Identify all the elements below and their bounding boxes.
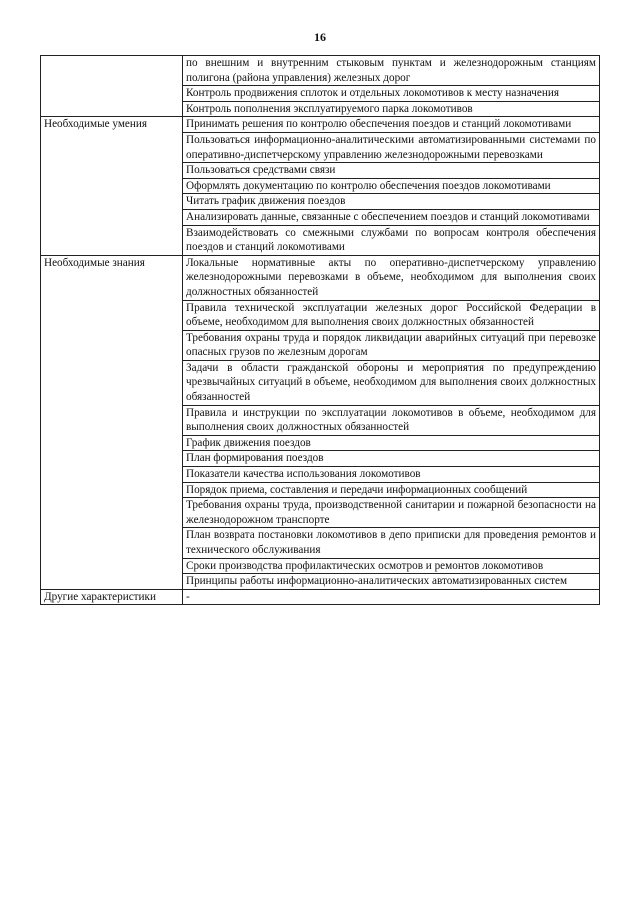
table-row	[41, 117, 600, 133]
requirement-item: Требования охраны труда, производственной санитарии и пожарной безопасности на железнодорожном транспорте	[183, 498, 600, 528]
section-label: Необходимые знания	[41, 255, 183, 589]
table-body	[41, 56, 600, 605]
requirement-item: Оформлять документацию по контролю обеспечения поездов локомотивами	[183, 178, 600, 194]
requirement-item: План возврата постановки локомотивов в депо приписки для проведения ремонтов и технического обслуживания	[183, 528, 600, 558]
page-number: 16	[314, 30, 326, 44]
requirement-item: Пользоваться средствами связи	[183, 163, 600, 179]
requirement-item: Сроки производства профилактических осмотров и ремонтов локомотивов	[183, 558, 600, 574]
requirement-item: по внешним и внутренним стыковым пунктам и железнодорожным станциям полигона (района управления) железных дорог	[183, 56, 600, 86]
requirement-item: Правила и инструкции по эксплуатации локомотивов в объеме, необходимом для выполнения своих должностных обязанностей	[183, 405, 600, 435]
requirement-item: -	[183, 589, 600, 605]
requirement-item: Читать график движения поездов	[183, 194, 600, 210]
requirement-item: Контроль продвижения сплоток и отдельных локомотивов к месту назначения	[183, 86, 600, 102]
requirement-item: Пользоваться информационно-аналитическими автоматизированными системами по оперативно-диспетчерскому управлению железнодорожными перевозками	[183, 132, 600, 162]
requirement-item: График движения поездов	[183, 435, 600, 451]
requirement-item: Требования охраны труда и порядок ликвидации аварийных ситуаций при перевозке опасных грузов по железным дорогам	[183, 330, 600, 360]
section-label: Необходимые умения	[41, 117, 183, 255]
requirement-item: Порядок приема, составления и передачи информационных сообщений	[183, 482, 600, 498]
requirement-item: Принимать решения по контролю обеспечения поездов и станций локомотивами	[183, 117, 600, 133]
requirement-item: Локальные нормативные акты по оперативно-диспетчерскому управлению железнодорожными перевозками в объеме, необходимом для выполнения своих должностных обязанностей	[183, 255, 600, 300]
requirement-item: Взаимодействовать со смежными службами по вопросам контроля обеспечения поездов и станций локомотивами	[183, 225, 600, 255]
table-row	[41, 56, 600, 86]
requirement-item: Принципы работы информационно-аналитических автоматизированных систем	[183, 574, 600, 590]
requirement-item: Задачи в области гражданской обороны и мероприятия по предупреждению чрезвычайных ситуаций в объеме, необходимом для выполнения своих должностных обязанностей	[183, 360, 600, 405]
table-row	[41, 589, 600, 605]
requirement-item: Правила технической эксплуатации железных дорог Российской Федерации в объеме, необходимом для выполнения своих должностных обязанностей	[183, 300, 600, 330]
requirement-item: План формирования поездов	[183, 451, 600, 467]
section-label: Другие характеристики	[41, 589, 183, 605]
requirement-item: Показатели качества использования локомотивов	[183, 467, 600, 483]
requirement-item: Анализировать данные, связанные с обеспечением поездов и станций локомотивами	[183, 209, 600, 225]
requirement-item: Контроль пополнения эксплуатируемого парка локомотивов	[183, 101, 600, 117]
competency-table	[40, 55, 600, 605]
table-row	[41, 255, 600, 300]
section-label	[41, 56, 183, 117]
